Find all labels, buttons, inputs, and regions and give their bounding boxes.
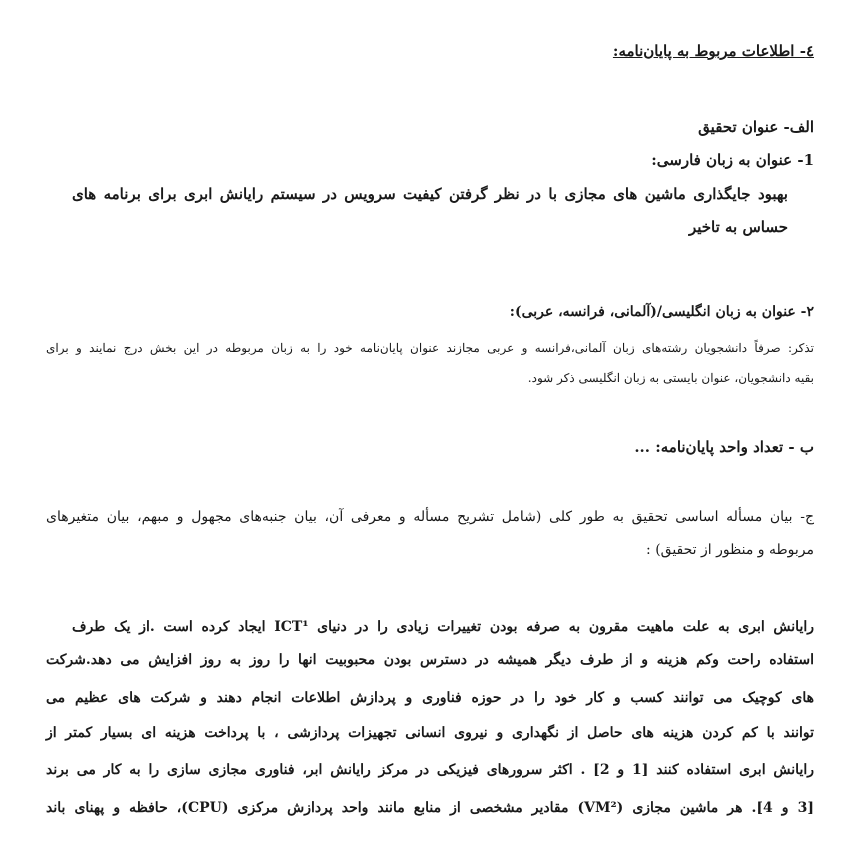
- section-title: ٤- اطلاعات مربوط به پایان‌نامه:: [612, 42, 814, 60]
- jim-heading-line-2: مربوطه و منظور از تحقیق) :: [646, 542, 814, 558]
- body-line-4: توانند با کم کردن هزینه های حاصل از نگهداری و نیروی انسانی تجهیزات پردازشی ، با پرداخت هزینه ای بسیار کمتر از: [46, 725, 814, 741]
- note-line-2: بقیه دانشجویان، عنوان بایستی به زبان انگلیسی ذکر شود.: [527, 371, 814, 385]
- farsi-title-label: 1- عنوان به زبان فارسی:: [651, 151, 814, 169]
- body-line-1: رایانش ابری به علت ماهیت مقرون به صرفه بودن تغییرات زیادی را در دنیای ICT¹ ایجاد کرده است .از یک طرف: [72, 619, 814, 635]
- note-line-1: تذکر: صرفاً دانشجویان رشته‌های زبان آلمانی،فرانسه و عربی مجازند عنوان پایان‌نامه خود را به زبان مربوطه در این بخش درج نمایند و برای: [46, 341, 814, 355]
- body-line-5: رایانش ابری استفاده کنند [1 و 2] . اکثر سرورهای فیزیکی در مرکز رایانش ابر، فناوری مجازی سازی را به کار می برند: [46, 762, 814, 778]
- units-label: ب - تعداد واحد پایان‌نامه: ...: [634, 438, 814, 456]
- body-line-6: [3 و 4]. هر ماشین مجازی (VM²) مقادیر مشخصی از منابع مانند واحد پردازش مرکزی (CPU)، حافظه و پهنای باند: [46, 800, 814, 816]
- farsi-title-line-2: حساس به تاخیر: [688, 218, 788, 236]
- body-line-3: های کوچیک می توانند کسب و کار خود را در حوزه فناوری و پردازش اطلاعات انجام دهند و شرکت های عظیم می: [46, 690, 814, 706]
- body-line-2: استفاده راحت وکم هزینه و از طرف دیگر همیشه در دسترس بودن محبوبیت انها را روز به روز افزایش می دهد.شرکت: [46, 652, 814, 668]
- english-title-label: ۲- عنوان به زبان انگلیسی/(آلمانی، فرانسه، عربی):: [509, 304, 814, 320]
- farsi-title-line-1: بهبود جایگذاری ماشین های مجازی با در نظر گرفتن کیفیت سرویس در سیستم رایانش ابری برای برنامه های: [72, 185, 788, 203]
- alef-heading: الف- عنوان تحقیق: [698, 118, 814, 136]
- jim-heading-line-1: ج- بیان مسأله اساسی تحقیق به طور کلی (شامل تشریح مسأله و معرفی آن، بیان جنبه‌های مجهول و مبهم، بیان متغیرهای: [46, 509, 814, 525]
